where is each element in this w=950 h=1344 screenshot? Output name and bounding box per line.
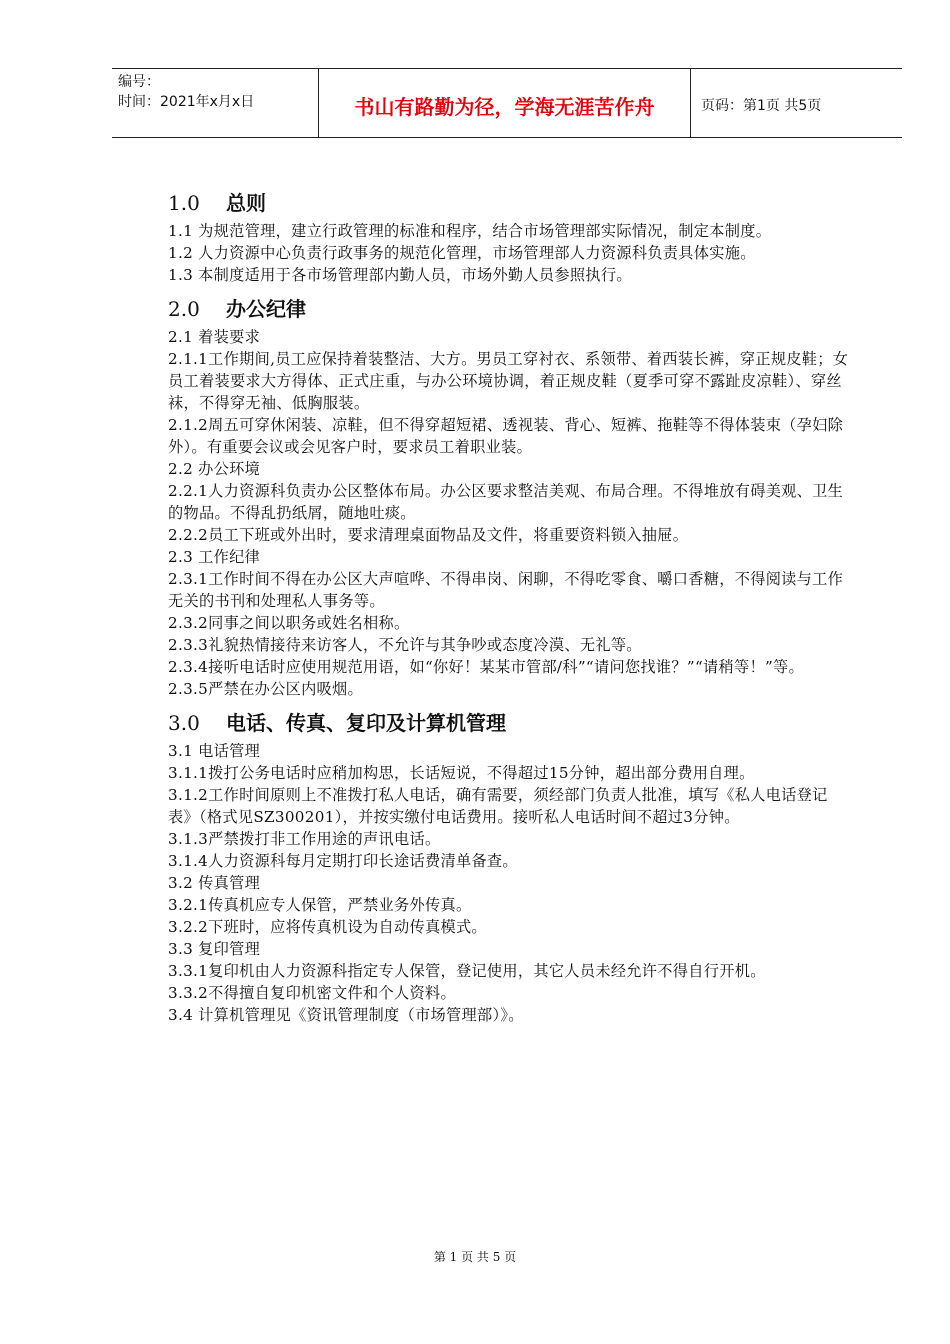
paragraph: 3.2.2下班时，应将传真机设为自动传真模式。 <box>168 918 487 936</box>
paragraph: 3.3.2不得擅自复印机密文件和个人资料。 <box>168 984 456 1002</box>
paragraph: 2.3.5严禁在办公区内吸烟。 <box>168 680 364 698</box>
paragraph: 3.1.1拨打公务电话时应稍加构思，长话短说，不得超过15分钟，超出部分费用自理。 <box>168 764 755 782</box>
section-heading <box>168 706 850 740</box>
section-title: 办公纪律 <box>226 297 306 321</box>
section-number: 2.0 <box>168 297 200 321</box>
section-general <box>168 186 850 286</box>
section-title: 电话、传真、复印及计算机管理 <box>226 711 506 735</box>
header-number-label: 编号： <box>118 74 160 90</box>
section-number: 3.0 <box>168 711 200 735</box>
section-heading <box>168 292 850 326</box>
header-motto: 书山有路勤为径，学海无涯苦作舟 <box>318 69 691 137</box>
paragraph: 1.3 本制度适用于各市场管理部内勤人员，市场外勤人员参照执行。 <box>168 266 632 284</box>
header-meta <box>112 69 318 137</box>
paragraph: 2.2.2员工下班或外出时，要求清理桌面物品及文件，将重要资料锁入抽屉。 <box>168 526 689 544</box>
paragraph: 3.1.4人力资源科每月定期打印长途话费清单备查。 <box>168 852 518 870</box>
paragraph: 2.3.1工作时间不得在办公区大声喧哗、不得串岗、闲聊，不得吃零食、嚼口香糖，不得阅读与工作无关的书刊和处理私人事务等。 <box>168 570 844 610</box>
header-page-label: 页码：第1页 共5页 <box>701 98 822 114</box>
page-header <box>112 68 902 138</box>
paragraph: 2.3.2同事之间以职务或姓名相称。 <box>168 614 410 632</box>
paragraph: 3.1.3严禁拨打非工作用途的声讯电话。 <box>168 830 441 848</box>
section-office-discipline <box>168 292 850 700</box>
paragraph: 3.4 计算机管理见《资讯管理制度（市场管理部）》。 <box>168 1006 524 1024</box>
paragraph: 2.2.1人力资源科负责办公区整体布局。办公区要求整洁美观、布局合理。不得堆放有碍美观、卫生的物品。不得乱扔纸屑，随地吐痰。 <box>168 482 844 522</box>
page-footer: 第 1 页 共 5 页 <box>433 1250 517 1264</box>
paragraph: 2.1.2周五可穿休闲装、凉鞋，但不得穿超短裙、透视装、背心、短裤、拖鞋等不得体装束（孕妇除外）。有重要会议或会见客户时，要求员工着职业装。 <box>168 416 844 456</box>
subheading: 3.2 传真管理 <box>168 874 261 892</box>
paragraph: 1.1 为规范管理，建立行政管理的标准和程序，结合市场管理部实际情况，制定本制度。 <box>168 222 772 240</box>
subheading: 2.1 着装要求 <box>168 328 261 346</box>
subheading: 2.2 办公环境 <box>168 460 261 478</box>
paragraph: 2.3.4接听电话时应使用规范用语，如“你好！某某市管部/科”“请问您找谁？”“请稍等！”等。 <box>168 658 805 676</box>
paragraph: 2.3.3礼貌热情接待来访客人，不允许与其争吵或态度冷漠、无礼等。 <box>168 636 642 654</box>
document-body <box>168 186 850 1026</box>
section-number: 1.0 <box>168 191 200 215</box>
paragraph: 3.3.1复印机由人力资源科指定专人保管，登记使用，其它人员未经允许不得自行开机。 <box>168 962 766 980</box>
header-time-label: 时间：2021年x月x日 <box>118 94 255 110</box>
subheading: 3.3 复印管理 <box>168 940 261 958</box>
section-equipment-management <box>168 706 850 1026</box>
subheading: 3.1 电话管理 <box>168 742 261 760</box>
paragraph: 3.2.1传真机应专人保管，严禁业务外传真。 <box>168 896 472 914</box>
section-title: 总则 <box>226 191 266 215</box>
paragraph: 2.1.1工作期间,员工应保持着装整洁、大方。男员工穿衬衣、系领带、着西装长裤，穿正规皮鞋；女员工着装要求大方得体、正式庄重，与办公环境协调，着正规皮鞋（夏季可穿不露趾皮凉鞋）、穿丝袜，不得穿无袖、低胸服装。 <box>168 350 849 412</box>
paragraph: 1.2 人力资源中心负责行政事务的规范化管理，市场管理部人力资源科负责具体实施。 <box>168 244 756 262</box>
paragraph: 3.1.2工作时间原则上不准拨打私人电话，确有需要，须经部门负责人批准，填写《私人电话登记表》（格式见SZ300201），并按实缴付电话费用。接听私人电话时间不超过3分钟。 <box>168 786 828 826</box>
section-heading <box>168 186 850 220</box>
subheading: 2.3 工作纪律 <box>168 548 261 566</box>
